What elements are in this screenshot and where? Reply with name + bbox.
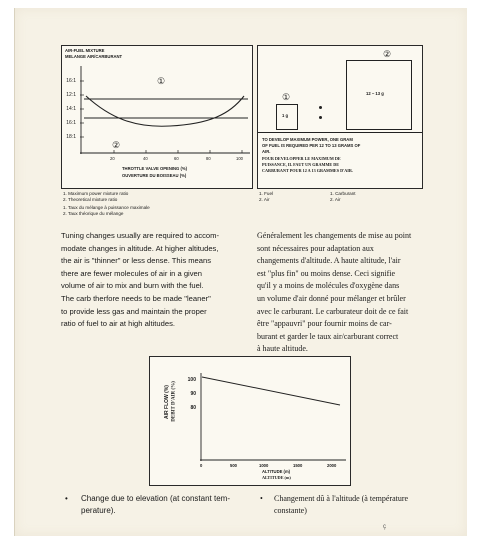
figure-title-en: AIR-FUEL MIXTURE <box>65 48 105 53</box>
paragraph-line: un volume d'air donné pour mélanger et brûler <box>257 293 406 303</box>
y-tick-label: 14:1 <box>66 106 76 112</box>
ratio-colon <box>319 116 322 119</box>
x-tick-label: 100 <box>236 156 243 161</box>
figure-2-legend-en-2: 2. Air <box>259 197 270 202</box>
paragraph-line: modate changes in altitude. At higher altitudes, <box>61 243 219 253</box>
page-mark: ç <box>383 524 386 530</box>
caption-en-2: OF FUEL IS REQUIRED PER 12 TO 13 GRAMS OF <box>262 143 361 148</box>
x-tick-label: 1500 <box>293 463 303 468</box>
manual-page <box>14 8 467 536</box>
x-tick-label: 80 <box>206 156 211 161</box>
x-tick-label: 20 <box>110 156 115 161</box>
marker-2: ② <box>383 49 392 59</box>
caption-en-1: TO DEVELOP MAXIMUM POWER, ONE GRAM <box>262 137 353 142</box>
figure-2-legend-fr-2: 2. Air <box>330 197 341 202</box>
paragraph-line: est "plus fin" ou moins dense. Ceci signifie <box>257 268 396 278</box>
bullet-line: perature). <box>81 506 116 515</box>
x-axis-label-en: ALTITUDE (m) <box>262 469 291 474</box>
figure-2-legend-fr-1: 1. Carburant <box>330 191 356 196</box>
x-axis-label-fr: ALTITUDE (m) <box>262 475 291 480</box>
caption-fr-1: POUR DEVELOPPER LE MAXIMUM DE <box>262 156 341 161</box>
caption-fr-3: CARBURANT POUR 12 A 13 GRAMMES D'AIR. <box>262 168 354 173</box>
mixture-curve <box>86 96 244 126</box>
marker-2: ② <box>112 140 121 150</box>
bullet-line: constante) <box>274 506 307 515</box>
y-tick-label: 18:1 <box>66 134 76 140</box>
y-tick-label: 80 <box>190 405 196 411</box>
paragraph-line: ratio of fuel to air at high altitudes. <box>61 319 175 329</box>
fuel-weight-label: 1 g <box>282 113 289 118</box>
paragraph-line: the air is "thinner" or less dense. This means <box>61 256 212 266</box>
fuel-air-ratio-figure <box>257 45 423 189</box>
y-tick-label: 90 <box>190 391 196 397</box>
figure-1-legend-en-2: 2. Theoretical mixture ratio <box>63 197 118 202</box>
caption-fr-2: PUISSANCE, IL FAUT UN GRAMME DE <box>262 162 340 167</box>
paragraph-line: changements d'altitude. A haute altitude, l'air <box>257 256 401 266</box>
paragraph-line: Généralement les changements de mise au point <box>257 231 412 240</box>
x-tick-label: 60 <box>174 156 179 161</box>
figure-1-legend-en-1: 1. Maximum power mixture ratio <box>63 191 129 196</box>
x-tick-label: 0 <box>200 463 203 468</box>
bullet-line: Changement dû à l'altitude (à température <box>274 494 409 503</box>
paragraph-line: sont nécessaires pour adaptation aux <box>257 243 374 253</box>
french-paragraph <box>257 230 427 356</box>
x-tick-label: 40 <box>143 156 148 161</box>
air-flow-plot <box>200 373 346 461</box>
bullet-dot: • <box>260 494 263 503</box>
figure-title-fr: MELANGE AIR/CARBURANT <box>65 54 123 59</box>
marker-1: ① <box>282 92 291 102</box>
x-tick-label: 500 <box>230 463 237 468</box>
bullet-dot: • <box>65 494 68 503</box>
y-axis-label-en: AIR FLOW (%) <box>164 385 170 419</box>
paragraph-line: être "appauvri" pour fournir moins de car- <box>257 319 392 329</box>
marker-1: ① <box>157 76 166 86</box>
paragraph-line: Tuning changes usually are required to accom- <box>61 231 220 240</box>
air-flow-series-line <box>202 377 340 405</box>
figure-divider <box>258 132 422 133</box>
figure-1-legend-fr-1: 1. Taux du mélange à puissance maximale <box>63 205 150 210</box>
y-axis-label-fr: DEBIT D'AIR (%) <box>171 381 177 422</box>
x-tick-label: 2000 <box>327 463 337 468</box>
x-tick-label: 1000 <box>259 463 269 468</box>
air-fuel-mixture-figure <box>61 45 253 189</box>
ratio-colon <box>319 106 322 109</box>
paragraph-line: avec le carburant. Le carburateur doit de ce fait <box>257 306 409 316</box>
english-paragraph <box>61 230 259 331</box>
paragraph-line: burant et garder le taux air/carburant correct <box>257 331 399 341</box>
paragraph-line: à haute altitude. <box>257 344 308 354</box>
y-tick-label: 16:1 <box>66 120 76 126</box>
bullet-line: Change due to elevation (at constant tem- <box>81 494 230 503</box>
paragraph-line: to provide less gas and maintain the proper <box>61 306 207 316</box>
y-tick-label: 100 <box>187 377 196 383</box>
paragraph-line: qu'il y a moins de molécules d'oxygène dans <box>257 281 400 291</box>
x-axis-label-fr: OUVERTURE DU BOISSEAU (%) <box>122 173 187 178</box>
caption-en-3: AIR. <box>262 149 271 154</box>
figure-2-legend-en-1: 1. Fuel <box>259 191 274 196</box>
air-weight-label: 12 ~ 13 g <box>366 91 384 96</box>
y-tick-label: 16:1 <box>66 78 76 84</box>
paragraph-line: there are fewer molecules of air in a given <box>61 268 202 278</box>
paragraph-line: volume of air to mix and burn with the fuel. <box>61 281 204 291</box>
y-tick-label: 12:1 <box>66 92 76 98</box>
figure-1-legend-fr-2: 2. Taux théorique du mélange <box>63 211 124 216</box>
x-axis-label-en: THROTTLE VALVE OPENING (%) <box>122 166 187 171</box>
air-flow-altitude-figure <box>149 356 351 486</box>
paragraph-line: The carb therfore needs to be made "leaner" <box>61 293 211 303</box>
